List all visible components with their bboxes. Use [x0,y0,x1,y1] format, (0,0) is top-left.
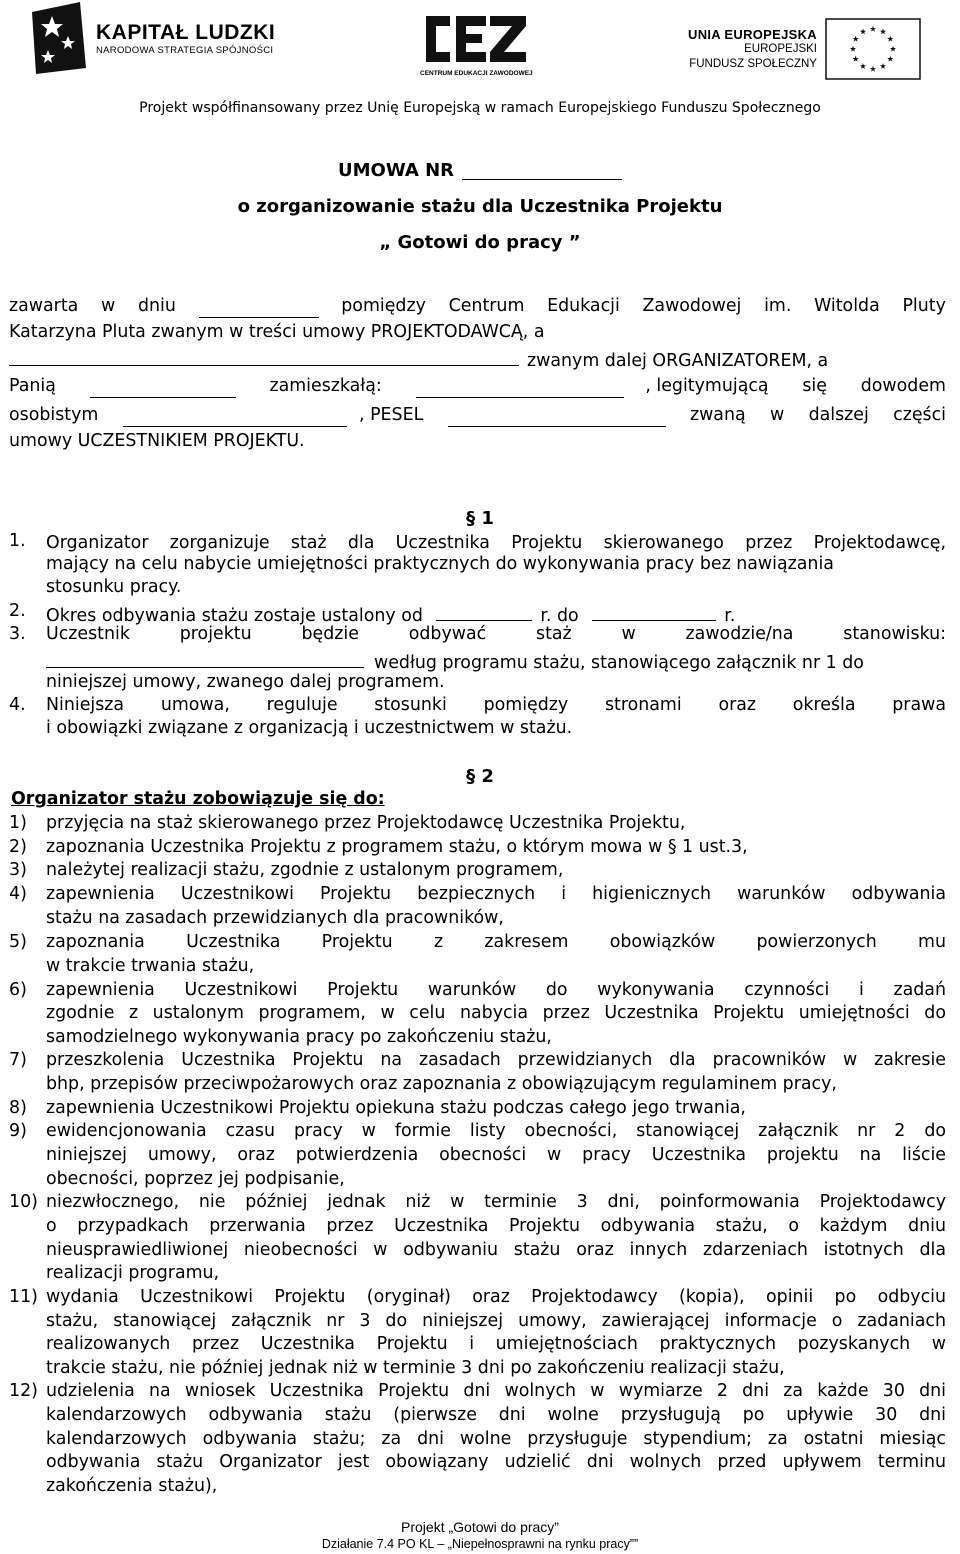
s2-item-text: stażu na zasadach przewidzianych dla pracowników, [46,908,504,928]
start-date-blank[interactable] [436,601,532,621]
s2-item-number: 5) [9,932,27,952]
section-1-heading: § 1 [466,508,494,529]
s2-item-text: o przypadkach przerwania przez Uczestnika Projektu odbywania stażu, o każdym dniu [46,1216,946,1236]
s2-item-number: 7) [9,1050,27,1070]
s2-item-11-line-1 [0,1287,960,1311]
s2-item-text: zapewnienia Uczestnikowi Projektu opiekuna stażu podczas całego jego trwania, [46,1098,746,1118]
s2-item-7-line-2 [0,1074,960,1098]
s2-item-7-line-1 [0,1050,960,1074]
eu-title: UNIA EUROPEJSKA [688,26,817,42]
s1-item-1: 1. Organizator zorganizuje staż dla Uczestnika Projektu skierowanego przez Projektodawcę, [9,531,946,553]
kapital-ludzki-emblem [30,2,88,74]
s2-item-text: zgodnie z ustalonym programem, w celu nabycia przez Uczestnika Projektu umiejętności do [46,1003,946,1023]
s2-item-10-line-2 [0,1216,960,1240]
page-header [0,0,960,116]
s2-item-6-line-3 [0,1027,960,1051]
s2-item-number: 11) [9,1287,38,1307]
section-2-subheading: Organizator stażu zobowiązuje się do: [11,789,385,809]
cez-emblem [420,10,532,68]
s2-item-number: 8) [9,1098,27,1118]
s2-item-text: bhp, przepisów przeciwpożarowych oraz zapoznania z obowiązującym regulaminem pracy, [46,1074,837,1094]
s2-item-12-line-4 [0,1452,960,1476]
s2-item-11-line-2 [0,1311,960,1335]
s2-item-text: wydania Uczestnikowi Projektu (oryginał) oraz Projektodawcy (kopia), opinii po odbyciu [46,1287,946,1307]
s2-item-text: zapoznania Uczestnika Projektu z zakresem obowiązków powierzonych mu [46,932,946,952]
eu-flag-icon [825,18,921,80]
s2-item-text: realizowanych przez Uczestnika Projektu i umiejętnościach praktycznych pozyskanych w [46,1334,946,1354]
s1-item-3-line-2: według programu stażu, stanowiącego załącznik nr 1 do [46,648,946,673]
section-2-heading: § 2 [466,766,494,787]
s2-item-text: samodzielnego wykonywania pracy po zakończeniu stażu, [46,1027,552,1047]
s1-item-2-line: Okres odbywania stażu zostaje ustalony od r. do r. [46,601,946,626]
s2-item-number: 3) [9,860,27,880]
s2-item-6-line-2 [0,1003,960,1027]
s2-item-4-line-1 [0,884,960,908]
s2-item-5-line-2 [0,956,960,980]
s2-item-number: 4) [9,884,27,904]
s2-item-text: udzielenia na wniosek Uczestnika Projektu dni wolnych w wymiarze 2 dni za każde 30 dni [46,1381,946,1401]
cofinance-note: Projekt współfinansowany przez Unię Europejską w ramach Europejskiego Funduszu Społecznego [139,100,821,116]
s2-item-11-line-4 [0,1358,960,1382]
intro-line-5: osobistym , PESEL zwaną w dalszej części [9,405,946,425]
name-blank[interactable] [90,378,236,398]
intro-line-2: Katarzyna Pluta zwanym w treści umowy PROJEKTODAWCĄ, a [9,322,545,342]
cez-logo [420,10,533,77]
s2-item-12-line-2 [0,1405,960,1429]
s2-item-text: nieusprawiedliwionej nieobecności w odbywaniu stażu oraz innych zdarzeniach istotnych dla [46,1240,946,1260]
s1-item-2: 2. Okres odbywania stażu zostaje ustalony od r. do r. [0,601,960,625]
s2-item-12-line-5 [0,1476,960,1500]
s1-item-1-line-2: mający na celu nabycie umiejętności praktycznych do wykonywania pracy bez nawiązania [46,554,834,574]
s2-item-text: kalendarzowych odbywania stażu (pierwsze dni wolne przysługują po upływie 30 dni [46,1405,946,1425]
contract-number-heading [0,160,960,181]
contract-subject: o zorganizowanie stażu dla Uczestnika Projektu [237,196,723,217]
eu-line3: FUNDUSZ SPOŁECZNY [689,57,817,70]
intro-line-1: zawarta w dniu pomiędzy Centrum Edukacji Zawodowej im. Witolda Pluty [9,296,946,316]
s2-item-8-line-1 [0,1098,960,1122]
s2-item-text: kalendarzowych odbywania stażu; za dni wolne przysługuje stypendium; za ostatni miesiąc [46,1429,946,1449]
s2-item-10-line-4 [0,1263,960,1287]
intro-line-4: Panią zamieszkałą: , legitymującą się dowodem [9,376,946,396]
cez-subtitle: CENTRUM EDUKACJI ZAWODOWEJ [420,70,533,77]
footer-project: Projekt „Gotowi do pracy” [401,1519,559,1535]
s1-item-1-line-1: Organizator zorganizuje staż dla Uczestnika Projektu skierowanego przez Projektodawcę, [46,533,946,553]
intro-line-3: zwanym dalej ORGANIZATOREM, a [9,346,946,370]
contract-label: UMOWA NR [338,160,454,181]
s2-item-10-line-1 [0,1192,960,1216]
contract-number-blank[interactable] [462,161,622,180]
s2-item-number: 6) [9,980,27,1000]
s2-item-6-line-1 [0,980,960,1004]
kapital-ludzki-subtitle: NARODOWA STRATEGIA SPÓJNOŚCI [96,44,274,56]
eu-logo [688,18,921,80]
kapital-ludzki-logo [30,2,275,74]
s2-item-text: zapoznania Uczestnika Projektu z programem stażu, o którym mowa w § 1 ust.3, [46,837,748,857]
intro-line-6: umowy UCZESTNIKIEM PROJEKTU. [9,431,305,451]
s2-item-1-line-1 [0,813,960,837]
s2-item-text: należytej realizacji stażu, zgodnie z ustalonym programem, [46,860,564,880]
s2-item-number: 10) [9,1192,38,1212]
organizer-blank[interactable] [9,346,519,366]
s2-item-number: 2) [9,837,27,857]
s1-item-4-line-1: Niniejsza umowa, reguluje stosunki pomiędzy stronami oraz określa prawa [46,695,946,715]
date-blank[interactable] [199,298,319,318]
s1-item-3-line-3: niniejszej umowy, zwanego dalej programem. [46,672,445,692]
s2-item-text: ewidencjonowania czasu pracy w formie listy obecności, stanowiącej załącznik nr 2 do [46,1121,946,1141]
s2-item-text: w trakcie trwania stażu, [46,956,255,976]
s2-item-text: odbywania stażu Organizator jest obowiązany udzielić dni wolnych przed upływem terminu [46,1452,946,1472]
s2-item-text: obecności, poprzez jej podpisanie, [46,1169,345,1189]
id-blank[interactable] [123,407,347,427]
s1-item-3: 3. Uczestnik projektu będzie odbywać staż w zawodzie/na stanowisku: [9,624,946,644]
kapital-ludzki-title: KAPITAŁ LUDZKI [96,20,276,44]
position-blank[interactable] [46,648,364,668]
s2-item-text: zapewnienia Uczestnikowi Projektu warunków do wykonywania czynności i zadań [46,980,946,1000]
s2-item-11-line-3 [0,1334,960,1358]
s2-item-number: 1) [9,813,27,833]
footer-action: Działanie 7.4 PO KL – „Niepełnosprawni na rynku pracy”” [321,1537,639,1551]
s2-item-text: zapewnienia Uczestnikowi Projektu bezpiecznych i higienicznych warunków odbywania [46,884,946,904]
s2-item-text: trakcie stażu, nie później jednak niż w terminie 3 dni po zakończeniu realizacji stażu, [46,1358,785,1378]
s2-item-text: stażu, stanowiącej załącznik nr 3 do niniejszej umowy, zawierającej informacje o zadaniach [46,1311,946,1331]
s1-item-4-line-2: i obowiązki związane z organizacją i uczestnictwem w stażu. [46,718,573,738]
s2-item-text: przeszkolenia Uczestnika Projektu na zasadach przewidzianych dla pracowników w zakresie [46,1050,946,1070]
s2-item-text: niniejszej umowy, oraz potwierdzenia obecności w pracy Uczestnika projektu na liście [46,1145,946,1165]
s2-item-text: niezwłocznego, nie później jednak niż w terminie 3 dni, poinformowania Projektodawcy [46,1192,946,1212]
s2-item-9-line-1 [0,1121,960,1145]
project-name: „ Gotowi do pracy ” [379,232,581,253]
address-blank[interactable] [416,378,624,398]
s2-item-number: 12) [9,1381,38,1401]
end-date-blank[interactable] [592,601,716,621]
s2-item-5-line-1 [0,932,960,956]
s2-item-4-line-2 [0,908,960,932]
eu-line2: EUROPEJSKI [744,42,817,55]
s2-item-2-line-1 [0,837,960,861]
s2-item-number: 9) [9,1121,27,1141]
s2-item-text: realizacji programu, [46,1263,220,1283]
s2-item-12-line-3 [0,1429,960,1453]
s2-item-10-line-3 [0,1240,960,1264]
pesel-blank[interactable] [448,407,666,427]
s2-item-text: przyjęcia na staż skierowanego przez Projektodawcę Uczestnika Projektu, [46,813,686,833]
s2-item-9-line-2 [0,1145,960,1169]
s2-item-3-line-1 [0,860,960,884]
s2-item-9-line-3 [0,1169,960,1193]
s1-item-3-line-1: Uczestnik projektu będzie odbywać staż w zawodzie/na stanowisku: [46,624,946,644]
s1-item-1-line-3: stosunku pracy. [46,577,182,597]
s2-item-text: zakończenia stażu), [46,1476,218,1496]
s1-item-4: 4. Niniejsza umowa, reguluje stosunki pomiędzy stronami oraz określa prawa [9,695,946,715]
s2-item-12-line-1 [0,1381,960,1405]
